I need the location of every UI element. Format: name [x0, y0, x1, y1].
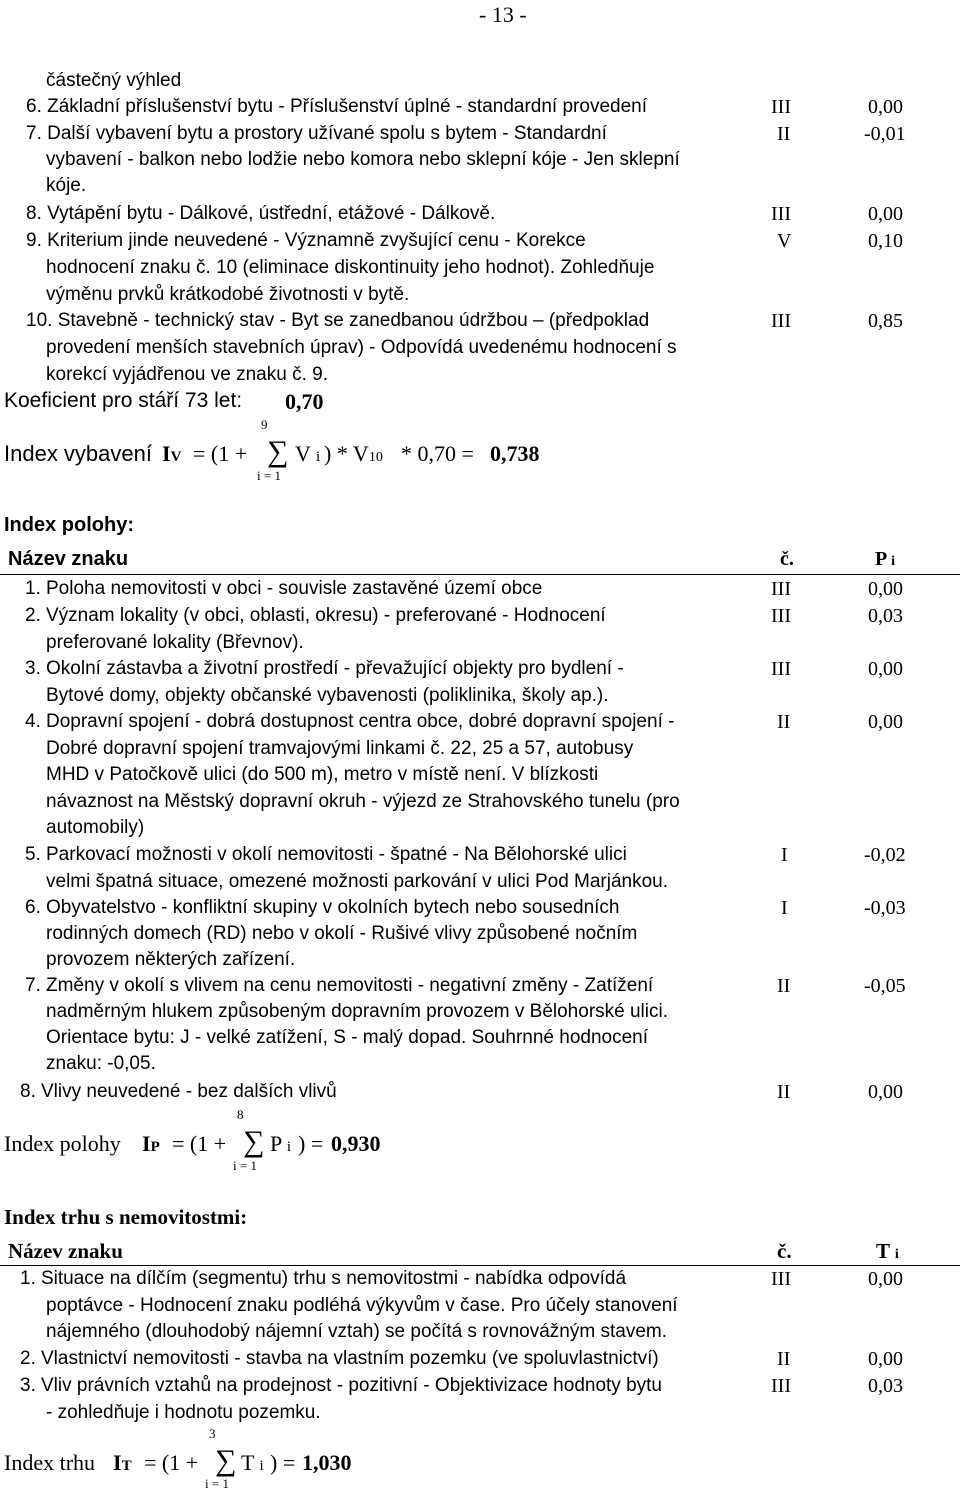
item-text: Orientace bytu: J - velké zatížení, S - malý dopad. Souhrnné hodnocení	[46, 1027, 649, 1048]
item-text: Bytové domy, objekty občanské vybavenosti (poliklinika, školy ap.).	[46, 685, 609, 706]
formula-symbol: IV	[162, 441, 182, 466]
sec1-continuation: částečný výhled	[46, 70, 182, 91]
item-text: Parkovací možnosti v okolí nemovitosti - špatné - Na Bělohorské ulici	[46, 844, 627, 865]
item-class: II	[777, 975, 791, 997]
item-text: nájemného (dlouhodobý nájemní vztah) se počítá s rovnovážným stavem.	[46, 1321, 667, 1342]
section-title-location: Index polohy:	[4, 514, 134, 536]
item-value: -0,03	[864, 897, 906, 919]
item-text: kóje.	[46, 175, 87, 196]
item-value: 0,00	[868, 1268, 903, 1290]
formula-label: Index vybavení	[4, 441, 152, 466]
item-number: 4.	[25, 711, 41, 732]
item-text: Obyvatelstvo - konfliktní skupiny v okolních bytech nebo sousedních	[46, 897, 620, 918]
col-name-header: Název znaku	[8, 548, 129, 570]
item-number: 7.	[25, 975, 41, 996]
item-text: vybavení - balkon nebo lodžie nebo komora nebo sklepní kóje - Jen sklepní	[46, 149, 680, 170]
item-text: hodnocení znaku č. 10 (eliminace diskontinuity jeho hodnot). Zohledňuje	[46, 257, 655, 278]
item-text: Význam lokality (v obci, oblasti, okresu) - preferované - Hodnocení	[46, 605, 606, 626]
col-name-header: Název znaku	[8, 1239, 123, 1263]
item-text: Poloha nemovitosti v obci - souvisle zastavěné území obce	[46, 578, 543, 599]
col-value-header: P i	[875, 548, 896, 570]
item-class: III	[771, 1268, 791, 1290]
item-number: 6.	[25, 897, 41, 918]
item-text: 6. Základní příslušenství bytu - Příslušenství úplné - standardní provedení	[26, 96, 647, 117]
sigma-icon: ∑	[215, 1444, 237, 1477]
formula-symbol: IT	[113, 1450, 132, 1475]
item-text: 8. Vytápění bytu - Dálkové, ústřední, etážové - Dálkově.	[26, 203, 496, 224]
item-text: Dobré dopravní spojení tramvajovými linkami č. 22, 25 a 57, autobusy	[46, 738, 634, 759]
item-number: 5.	[25, 844, 41, 865]
formula-open: = (1 +	[172, 1131, 227, 1156]
item-text: návaznost na Městský dopravní okruh - výjezd ze Strahovského tunelu (pro	[46, 791, 680, 812]
item-text: Dopravní spojení - dobrá dostupnost centra obce, dobré dopravní spojení -	[46, 711, 675, 732]
item-value: -0,01	[864, 123, 906, 145]
item-text: Situace na dílčím (segmentu) trhu s nemovitostmi - nabídka odpovídá	[41, 1268, 627, 1289]
item-class: II	[777, 711, 791, 733]
item-class: III	[771, 96, 791, 118]
item-value: 0,00	[868, 1081, 903, 1103]
formula-symbol: IP	[142, 1131, 160, 1156]
section-title-market: Index trhu s nemovitostmi:	[4, 1205, 248, 1229]
formula-open: = (1 +	[193, 441, 248, 466]
formula-label: Index trhu	[4, 1450, 96, 1475]
item-text: rodinných domech (RD) nebo v okolí - Rušivé vlivy způsobené nočním	[46, 923, 638, 944]
formula-open: = (1 +	[144, 1450, 199, 1475]
item-text: poptávce - Hodnocení znaku podléhá výkyvům v čase. Pro účely stanovení	[46, 1295, 678, 1316]
item-number: 1.	[25, 578, 41, 599]
item-text: výměnu prvků krátkodobé životnosti v bytě.	[46, 284, 410, 305]
age-coef-label: Koeficient pro stáří 73 let:	[4, 389, 243, 412]
item-number: 1.	[20, 1268, 36, 1289]
item-value: 0,00	[868, 658, 903, 680]
item-class: III	[771, 658, 791, 680]
page-number: - 13 -	[479, 2, 527, 27]
item-value: 0,00	[868, 578, 903, 600]
item-text: velmi špatná situace, omezené možnosti parkování v ulici Pod Marjánkou.	[46, 871, 669, 892]
sigma-icon: ∑	[243, 1125, 265, 1158]
item-text: nadměrným hlukem způsobeným dopravním provozem v Bělohorské ulici.	[46, 1001, 668, 1022]
table-header-market	[0, 1237, 960, 1266]
item-text: Okolní zástavba a životní prostředí - převažující objekty pro bydlení -	[46, 658, 624, 679]
age-coef-value: 0,70	[285, 389, 324, 414]
item-value: 0,00	[868, 1348, 903, 1370]
item-value: 0,00	[868, 96, 903, 118]
item-text: korekcí vyjádřenou ve znaku č. 9.	[46, 364, 328, 385]
formula-term: P i	[270, 1131, 292, 1156]
sum-lower-limit: i = 1	[257, 468, 281, 483]
formula-term: T i	[241, 1450, 264, 1475]
item-number: 3.	[25, 658, 41, 679]
item-text: Vlivy neuvedené - bez dalších vlivů	[41, 1081, 337, 1102]
item-value: 0,10	[868, 230, 903, 252]
item-text: - zohledňuje i hodnotu pozemku.	[46, 1402, 321, 1423]
item-class: III	[771, 1375, 791, 1397]
sigma-icon: ∑	[267, 435, 289, 468]
item-text: Vliv právních vztahů na prodejnost - pozitivní - Objektivizace hodnoty bytu	[41, 1375, 662, 1396]
col-class-header: č.	[780, 548, 794, 570]
col-value-header: T i	[876, 1239, 899, 1263]
formula-close: ) * V10	[324, 441, 383, 466]
item-number: 2.	[20, 1348, 36, 1369]
item-class: III	[771, 605, 791, 627]
sum-upper-limit: 9	[261, 417, 268, 432]
item-value: 0,03	[868, 1375, 903, 1397]
formula-label: Index polohy	[4, 1131, 121, 1156]
item-value: -0,05	[864, 975, 906, 997]
formula-result: 1,030	[302, 1450, 352, 1475]
formula-tail: * 0,70 =	[401, 441, 474, 466]
sum-lower-limit: i = 1	[205, 1476, 229, 1491]
formula-result: 0,930	[331, 1131, 381, 1156]
item-text: znaku: -0,05.	[46, 1053, 156, 1074]
formula-result: 0,738	[490, 441, 540, 466]
item-class: III	[771, 203, 791, 225]
item-class: II	[777, 123, 791, 145]
item-class: II	[777, 1348, 791, 1370]
col-class-header: č.	[777, 1239, 792, 1263]
sum-upper-limit: 8	[237, 1107, 244, 1122]
item-value: 0,85	[868, 310, 903, 332]
item-value: 0,03	[868, 605, 903, 627]
item-text: automobily)	[46, 817, 145, 838]
formula-term: V i	[295, 441, 321, 466]
item-class: III	[771, 310, 791, 332]
item-value: 0,00	[868, 711, 903, 733]
item-class: I	[781, 844, 788, 866]
item-text: MHD v Patočkově ulici (do 500 m), metro v místě není. V blízkosti	[46, 764, 599, 785]
item-number: 8.	[20, 1081, 36, 1102]
item-value: -0,02	[864, 844, 906, 866]
item-text: 9. Kriterium jinde neuvedené - Významně zvyšující cenu - Korekce	[26, 230, 586, 251]
item-value: 0,00	[868, 203, 903, 225]
item-text: preferované lokality (Břevnov).	[46, 632, 304, 653]
item-text: provedení menších stavebních úprav) - Odpovídá uvedenému hodnocení s	[46, 337, 677, 358]
item-text: provozem některých zařízení.	[46, 949, 296, 970]
formula-close: ) =	[298, 1131, 324, 1156]
item-number: 2.	[25, 605, 41, 626]
item-text: Vlastnictví nemovitosti - stavba na vlastním pozemku (ve spoluvlastnictví)	[41, 1348, 659, 1369]
item-text: 10. Stavebně - technický stav - Byt se zanedbanou údržbou – (předpoklad	[26, 310, 650, 331]
item-text: 7. Další vybavení bytu a prostory užívané spolu s bytem - Standardní	[26, 123, 607, 144]
item-class: V	[777, 230, 792, 252]
item-class: III	[771, 578, 791, 600]
table-header-location	[0, 546, 960, 575]
formula-close: ) =	[270, 1450, 296, 1475]
item-class: II	[777, 1081, 791, 1103]
sum-lower-limit: i = 1	[233, 1158, 257, 1173]
sum-upper-limit: 3	[209, 1426, 216, 1441]
item-class: I	[781, 897, 788, 919]
item-text: Změny v okolí s vlivem na cenu nemovitosti - negativní změny - Zatížení	[46, 975, 654, 996]
item-number: 3.	[20, 1375, 36, 1396]
